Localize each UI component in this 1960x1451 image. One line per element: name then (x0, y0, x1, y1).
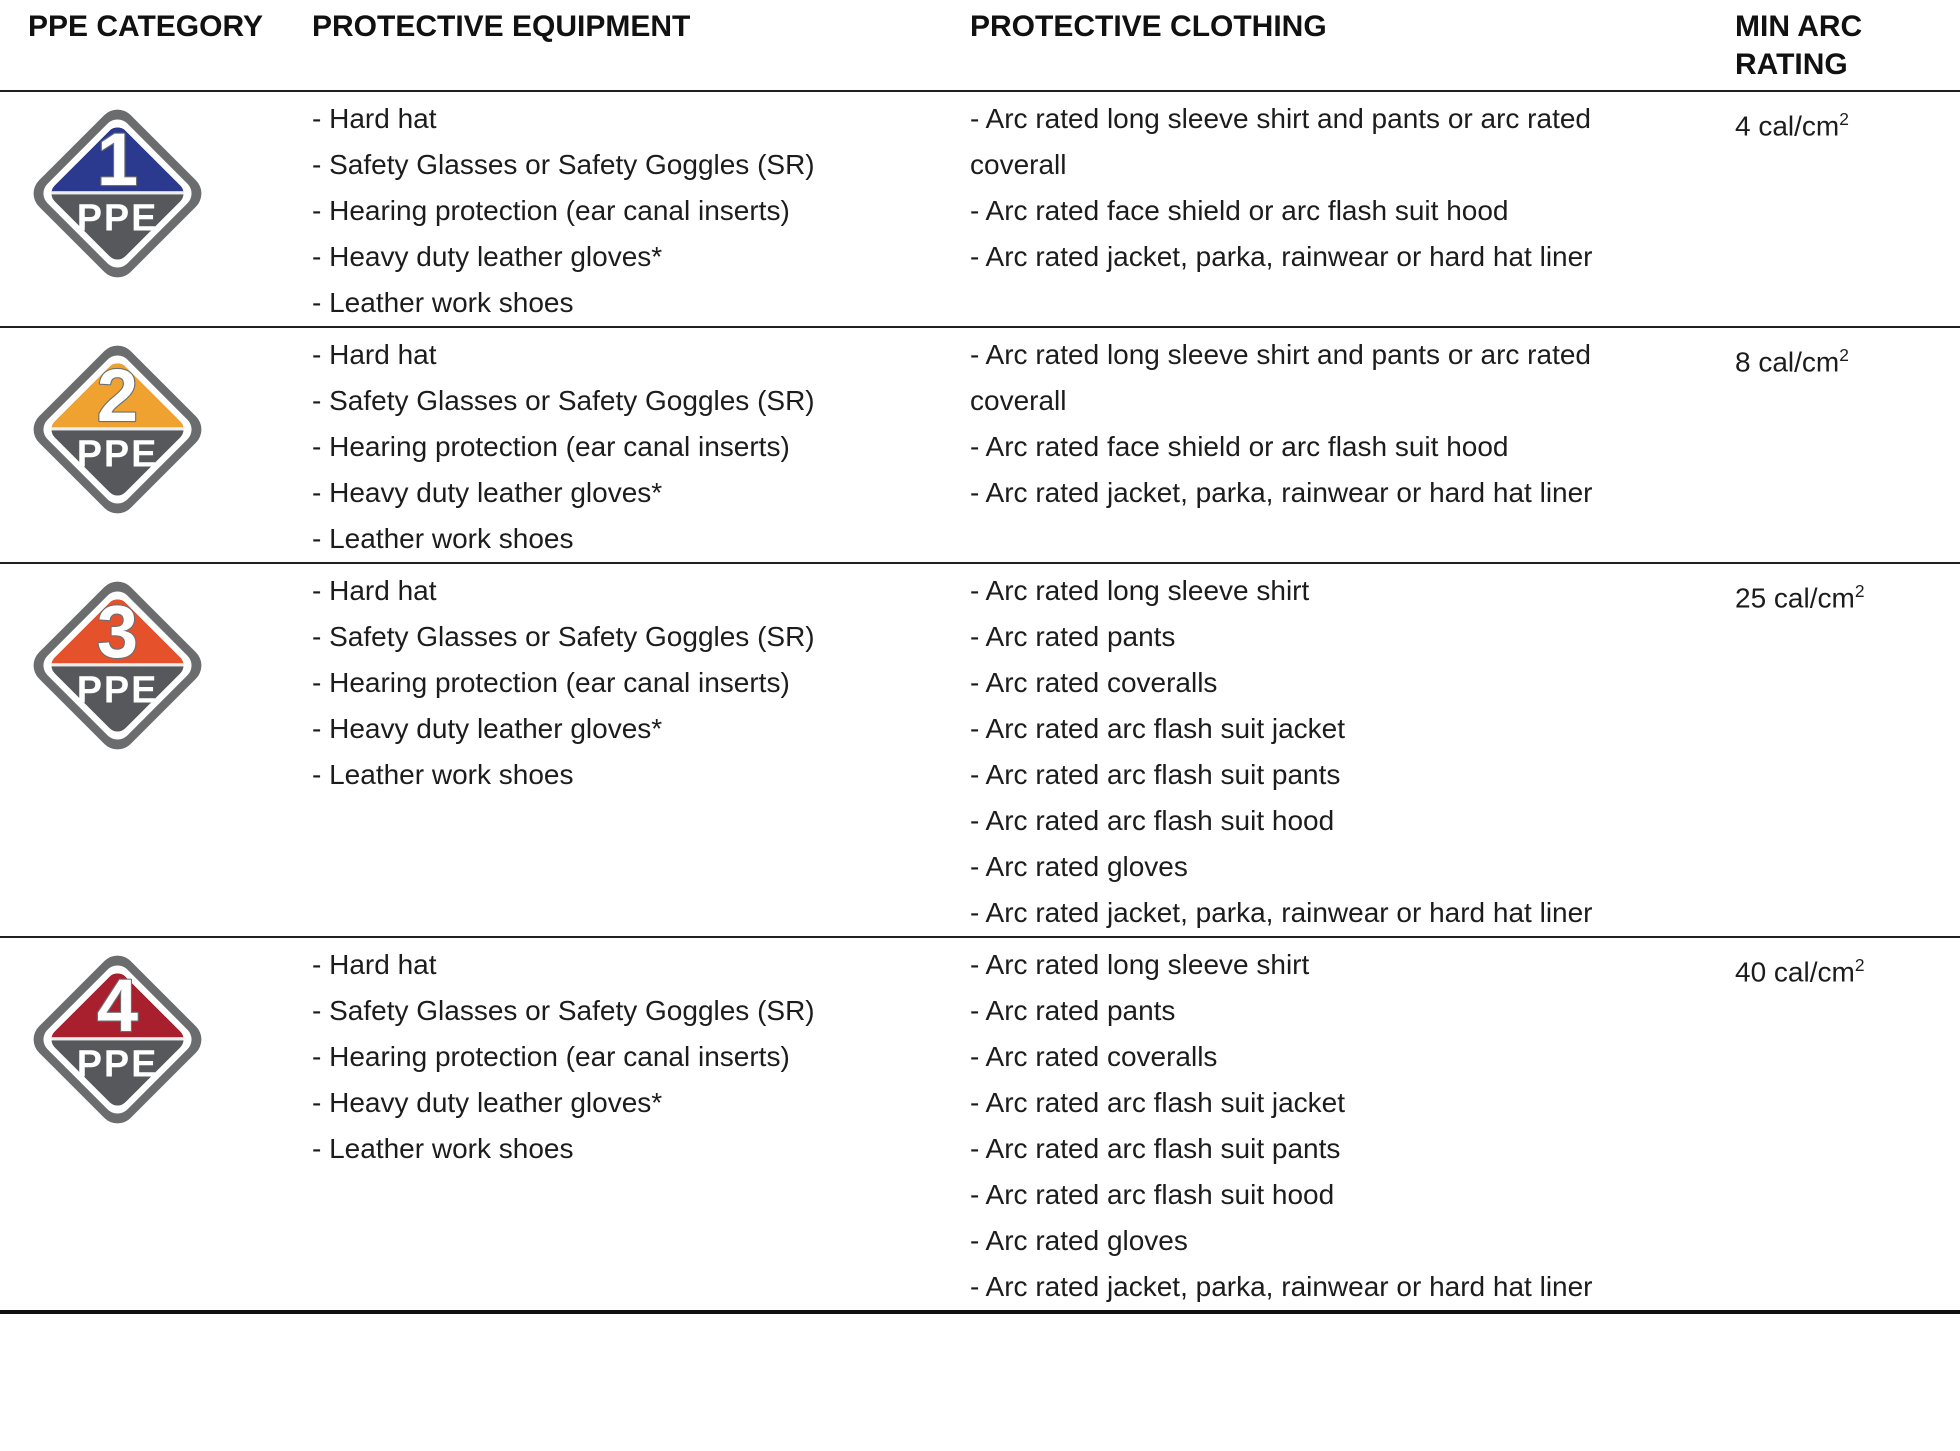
clothing-item: - Arc rated long sleeve shirt and pants or arc rated coverall (970, 103, 1591, 180)
clothing-item: - Arc rated arc flash suit pants (970, 759, 1341, 790)
clothing-list (970, 942, 1620, 1310)
ppe-category-cell (0, 564, 290, 936)
ppe-category-cell (0, 938, 290, 1310)
column-header-min-arc-rating: MIN ARC RATING (1735, 10, 1863, 81)
min-arc-rating-cell (1735, 328, 1960, 562)
badge-number: 1 (96, 118, 139, 202)
clothing-item: - Arc rated face shield or arc flash suit hood (970, 431, 1509, 462)
protective-equipment-cell (290, 92, 945, 326)
badge-ppe-label: PPE (76, 197, 159, 240)
table-row-ppe-4 (0, 938, 1960, 1314)
min-arc-rating-value: 8 cal/cm (1735, 346, 1840, 378)
equipment-item: - Hearing protection (ear canal inserts) (312, 195, 790, 226)
equipment-item: - Leather work shoes (312, 287, 574, 318)
equipment-list (312, 332, 935, 562)
equipment-item: - Safety Glasses or Safety Goggles (SR) (312, 385, 815, 416)
equipment-item: - Hearing protection (ear canal inserts) (312, 431, 790, 462)
protective-equipment-cell (290, 938, 945, 1310)
equipment-item: - Hard hat (312, 339, 437, 370)
table-row-ppe-1 (0, 92, 1960, 328)
badge-ppe-label: PPE (76, 433, 159, 476)
protective-equipment-cell (290, 328, 945, 562)
clothing-item: - Arc rated arc flash suit jacket (970, 713, 1346, 744)
equipment-item: - Leather work shoes (312, 1133, 574, 1164)
clothing-item: - Arc rated jacket, parka, rainwear or hard hat liner (970, 241, 1593, 272)
table-row-ppe-3 (0, 564, 1960, 938)
clothing-list (970, 96, 1620, 280)
ppe-category-cell (0, 328, 290, 562)
clothing-item: - Arc rated gloves (970, 851, 1188, 882)
clothing-list (970, 568, 1620, 936)
ppe-3-badge-icon (25, 573, 210, 758)
ppe-1-badge-icon (25, 101, 210, 286)
clothing-item: - Arc rated long sleeve shirt (970, 575, 1310, 606)
ppe-category-cell (0, 92, 290, 326)
badge-ppe-label: PPE (76, 669, 159, 712)
clothing-item: - Arc rated arc flash suit hood (970, 805, 1335, 836)
equipment-item: - Heavy duty leather gloves* (312, 241, 663, 272)
badge-ppe-label: PPE (76, 1043, 159, 1086)
equipment-list (312, 96, 935, 326)
equipment-item: - Hard hat (312, 103, 437, 134)
column-header-protective-clothing: PROTECTIVE CLOTHING (970, 10, 1327, 43)
protective-clothing-cell (945, 328, 1735, 562)
clothing-item: - Arc rated gloves (970, 1225, 1188, 1256)
equipment-item: - Hard hat (312, 949, 437, 980)
equipment-item: - Heavy duty leather gloves* (312, 1087, 663, 1118)
equipment-item: - Heavy duty leather gloves* (312, 713, 663, 744)
equipment-item: - Safety Glasses or Safety Goggles (SR) (312, 995, 815, 1026)
clothing-item: - Arc rated coveralls (970, 667, 1218, 698)
ppe-4-badge-icon (25, 947, 210, 1132)
min-arc-rating-cell (1735, 564, 1960, 936)
protective-clothing-cell (945, 938, 1735, 1310)
clothing-item: - Arc rated jacket, parka, rainwear or hard hat liner (970, 897, 1593, 928)
clothing-item: - Arc rated long sleeve shirt (970, 949, 1310, 980)
clothing-item: - Arc rated coveralls (970, 1041, 1218, 1072)
clothing-item: - Arc rated long sleeve shirt and pants or arc rated coverall (970, 339, 1591, 416)
equipment-item: - Safety Glasses or Safety Goggles (SR) (312, 621, 815, 652)
badge-number: 4 (96, 964, 139, 1048)
clothing-item: - Arc rated face shield or arc flash suit hood (970, 195, 1509, 226)
equipment-item: - Leather work shoes (312, 523, 574, 554)
clothing-item: - Arc rated arc flash suit pants (970, 1133, 1341, 1164)
min-arc-rating-cell (1735, 92, 1960, 326)
min-arc-rating-value: 40 cal/cm (1735, 956, 1855, 988)
clothing-item: - Arc rated pants (970, 621, 1176, 652)
equipment-item: - Hard hat (312, 575, 437, 606)
min-arc-rating-cell (1735, 938, 1960, 1310)
clothing-list (970, 332, 1620, 516)
clothing-item: - Arc rated arc flash suit hood (970, 1179, 1335, 1210)
min-arc-rating-value: 4 cal/cm (1735, 110, 1840, 142)
min-arc-rating-superscript: 2 (1839, 109, 1849, 129)
clothing-item: - Arc rated arc flash suit jacket (970, 1087, 1346, 1118)
equipment-item: - Hearing protection (ear canal inserts) (312, 1041, 790, 1072)
clothing-item: - Arc rated pants (970, 995, 1176, 1026)
equipment-item: - Safety Glasses or Safety Goggles (SR) (312, 149, 815, 180)
protective-clothing-cell (945, 92, 1735, 326)
clothing-item: - Arc rated jacket, parka, rainwear or hard hat liner (970, 477, 1593, 508)
equipment-item: - Hearing protection (ear canal inserts) (312, 667, 790, 698)
table-row-ppe-2 (0, 328, 1960, 564)
column-header-ppe-category: PPE CATEGORY (28, 10, 264, 43)
protective-equipment-cell (290, 564, 945, 936)
equipment-item: - Leather work shoes (312, 759, 574, 790)
protective-clothing-cell (945, 564, 1735, 936)
equipment-list (312, 568, 935, 798)
badge-number: 2 (96, 354, 139, 438)
badge-number: 3 (96, 590, 139, 674)
table-header-row (0, 0, 1960, 92)
min-arc-rating-superscript: 2 (1854, 581, 1865, 601)
min-arc-rating-value: 25 cal/cm (1735, 582, 1855, 614)
clothing-item: - Arc rated jacket, parka, rainwear or hard hat liner (970, 1271, 1593, 1302)
ppe-2-badge-icon (25, 337, 210, 522)
equipment-list (312, 942, 935, 1172)
column-header-protective-equipment: PROTECTIVE EQUIPMENT (312, 10, 691, 43)
min-arc-rating-superscript: 2 (1854, 955, 1865, 975)
min-arc-rating-superscript: 2 (1839, 345, 1849, 365)
equipment-item: - Heavy duty leather gloves* (312, 477, 663, 508)
